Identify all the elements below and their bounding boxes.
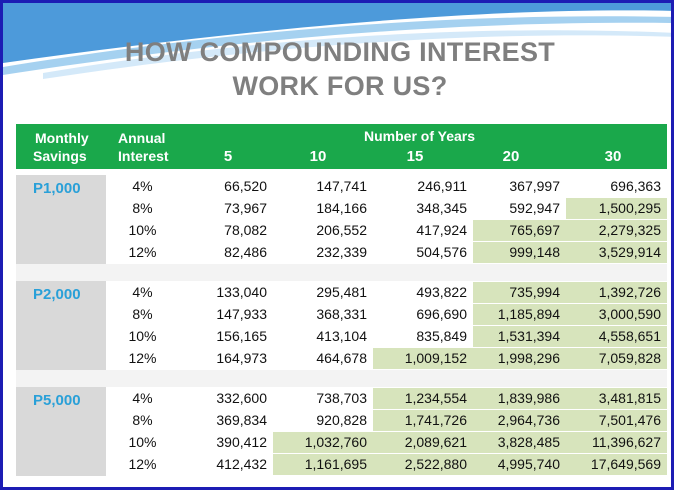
value-year-30: 3,000,590 bbox=[566, 304, 667, 325]
header-annual: Annual bbox=[118, 130, 166, 146]
value-year-20: 592,947 bbox=[509, 200, 560, 216]
title-line-1: HOW COMPOUNDING INTEREST bbox=[124, 37, 556, 67]
value-year-5: 390,412 bbox=[216, 434, 267, 450]
value-year-5: 147,933 bbox=[216, 306, 267, 322]
value-year-15: 696,690 bbox=[416, 306, 467, 322]
value-year-20: 4,995,740 bbox=[473, 454, 566, 475]
value-year-10: 147,741 bbox=[316, 178, 367, 194]
table-row bbox=[16, 432, 667, 453]
savings-group bbox=[16, 281, 667, 370]
savings-group bbox=[16, 387, 667, 476]
value-year-10: 295,481 bbox=[316, 284, 367, 300]
interest-rate: 4% bbox=[132, 390, 153, 406]
value-year-10: 232,339 bbox=[316, 244, 367, 260]
header-savings: Savings bbox=[33, 148, 87, 164]
value-year-5: 156,165 bbox=[216, 328, 267, 344]
savings-amount: P2,000 bbox=[33, 286, 81, 303]
interest-rate: 8% bbox=[132, 306, 153, 322]
table-row bbox=[16, 198, 667, 219]
value-year-10: 464,678 bbox=[316, 350, 367, 366]
value-year-20: 367,997 bbox=[509, 178, 560, 194]
value-year-15: 348,345 bbox=[416, 200, 467, 216]
slide-title bbox=[3, 35, 674, 103]
table-row bbox=[16, 348, 667, 369]
value-year-5: 78,082 bbox=[224, 222, 267, 238]
group-separator bbox=[16, 264, 667, 281]
value-year-30: 7,059,828 bbox=[566, 348, 667, 369]
savings-amount: P1,000 bbox=[33, 180, 81, 197]
interest-rate: 12% bbox=[128, 350, 157, 366]
value-year-30: 3,529,914 bbox=[566, 242, 667, 263]
value-year-15: 2,089,621 bbox=[373, 432, 473, 453]
interest-rate: 12% bbox=[128, 456, 157, 472]
header-year-5: 5 bbox=[223, 148, 233, 165]
value-year-10: 368,331 bbox=[316, 306, 367, 322]
value-year-10: 413,104 bbox=[316, 328, 367, 344]
savings-group bbox=[16, 175, 667, 264]
table-row bbox=[16, 410, 667, 431]
header-year-20: 20 bbox=[502, 148, 520, 165]
value-year-20: 3,828,485 bbox=[473, 432, 566, 453]
table-header bbox=[16, 124, 667, 169]
table-row bbox=[16, 388, 667, 409]
value-year-10: 920,828 bbox=[316, 412, 367, 428]
value-year-15: 493,822 bbox=[416, 284, 467, 300]
compound-interest-table bbox=[16, 124, 667, 476]
value-year-15: 1,741,726 bbox=[373, 410, 473, 431]
value-year-15: 504,576 bbox=[416, 244, 467, 260]
table-row bbox=[16, 454, 667, 475]
table-row bbox=[16, 242, 667, 263]
group-separator bbox=[16, 370, 667, 387]
value-year-30: 696,363 bbox=[610, 178, 661, 194]
table-row bbox=[16, 304, 667, 325]
interest-rate: 4% bbox=[132, 178, 153, 194]
value-year-15: 1,234,554 bbox=[373, 388, 473, 409]
value-year-30: 1,500,295 bbox=[566, 198, 667, 219]
value-year-10: 184,166 bbox=[316, 200, 367, 216]
title-line-2: WORK FOR US? bbox=[232, 71, 448, 101]
interest-rate: 4% bbox=[132, 284, 153, 300]
interest-rate: 10% bbox=[128, 434, 157, 450]
interest-rate: 12% bbox=[128, 244, 157, 260]
table-row bbox=[16, 220, 667, 241]
header-year-15: 15 bbox=[406, 148, 424, 165]
value-year-20: 999,148 bbox=[473, 242, 566, 263]
table-row bbox=[16, 326, 667, 347]
header-number-of-years: Number of Years bbox=[364, 128, 476, 144]
value-year-15: 2,522,880 bbox=[373, 454, 473, 475]
header-year-10: 10 bbox=[309, 148, 327, 165]
value-year-30: 11,396,627 bbox=[566, 432, 667, 453]
value-year-5: 73,967 bbox=[224, 200, 267, 216]
value-year-20: 765,697 bbox=[473, 220, 566, 241]
value-year-15: 1,009,152 bbox=[373, 348, 473, 369]
value-year-5: 164,973 bbox=[216, 350, 267, 366]
savings-amount: P5,000 bbox=[33, 392, 81, 409]
interest-rate: 10% bbox=[128, 222, 157, 238]
value-year-15: 835,849 bbox=[416, 328, 467, 344]
value-year-5: 82,486 bbox=[224, 244, 267, 260]
value-year-5: 133,040 bbox=[216, 284, 267, 300]
table-body bbox=[16, 169, 667, 476]
value-year-5: 66,520 bbox=[224, 178, 267, 194]
value-year-5: 332,600 bbox=[216, 390, 267, 406]
value-year-20: 1,185,894 bbox=[473, 304, 566, 325]
value-year-20: 2,964,736 bbox=[473, 410, 566, 431]
value-year-20: 1,998,296 bbox=[473, 348, 566, 369]
value-year-30: 1,392,726 bbox=[566, 282, 667, 303]
header-year-30: 30 bbox=[604, 148, 622, 165]
value-year-5: 412,432 bbox=[216, 456, 267, 472]
value-year-15: 246,911 bbox=[417, 178, 467, 194]
table-row bbox=[16, 176, 667, 197]
value-year-10: 206,552 bbox=[316, 222, 367, 238]
value-year-10: 738,703 bbox=[316, 390, 367, 406]
value-year-10: 1,161,695 bbox=[273, 454, 373, 475]
interest-rate: 8% bbox=[132, 200, 153, 216]
value-year-20: 1,839,986 bbox=[473, 388, 566, 409]
value-year-10: 1,032,760 bbox=[273, 432, 373, 453]
value-year-30: 17,649,569 bbox=[566, 454, 667, 475]
value-year-15: 417,924 bbox=[416, 222, 467, 238]
header-monthly: Monthly bbox=[35, 130, 89, 146]
value-year-30: 3,481,815 bbox=[566, 388, 667, 409]
value-year-30: 4,558,651 bbox=[566, 326, 667, 347]
header-interest: Interest bbox=[118, 148, 169, 164]
value-year-30: 2,279,325 bbox=[566, 220, 667, 241]
value-year-30: 7,501,476 bbox=[566, 410, 667, 431]
interest-rate: 8% bbox=[132, 412, 153, 428]
table-row bbox=[16, 282, 667, 303]
value-year-20: 1,531,394 bbox=[473, 326, 566, 347]
value-year-20: 735,994 bbox=[473, 282, 566, 303]
value-year-5: 369,834 bbox=[216, 412, 267, 428]
interest-rate: 10% bbox=[128, 328, 157, 344]
